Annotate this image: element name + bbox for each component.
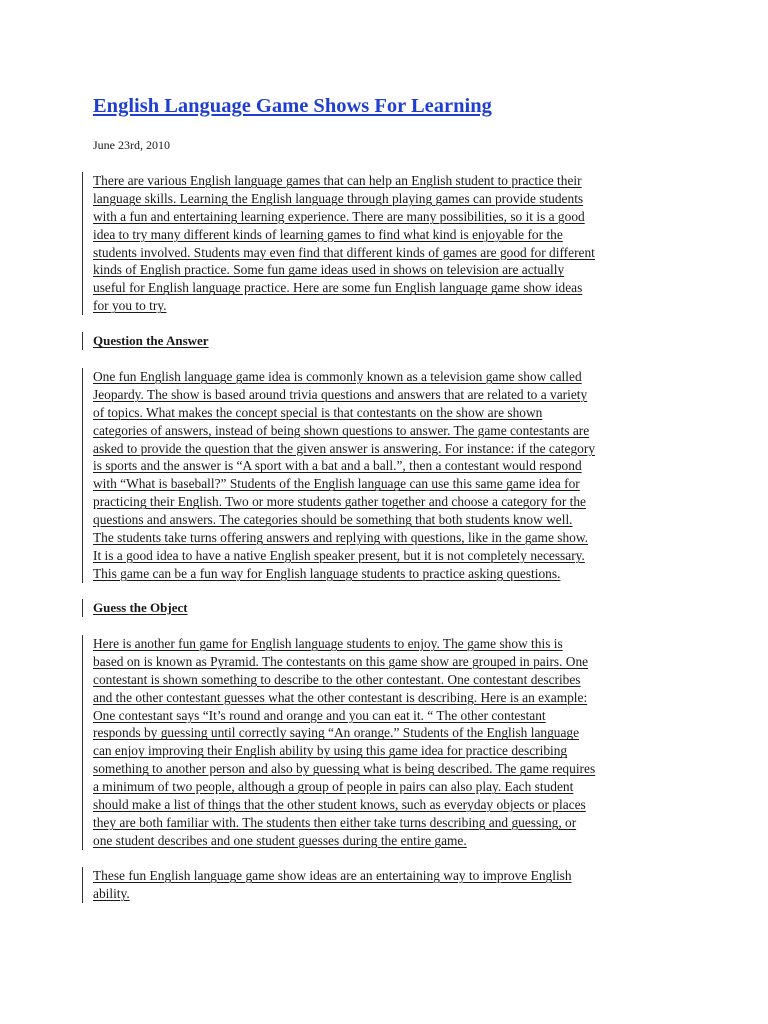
paragraph-line: responds by guessing until correctly saying “An orange.” Students of the English language [93,725,580,741]
paragraph-line: One contestant says “It’s round and orange and you can eat it. “ The other contestant [93,707,546,723]
paragraph-line: It is a good idea to have a native English speaker present, but it is not completely necessary. [93,547,585,563]
paragraph-line: with a fun and entertaining learning experience. There are many possibilities, so it is a good [93,208,585,224]
paragraph-line: contestant is shown something to describe to the other contestant. One contestant describes [93,671,581,687]
paragraph-line: questions and answers. The categories should be something that both students know well. [93,512,573,528]
closing-paragraph [82,867,693,903]
paragraph-line: Jeopardy. The show is based around trivia questions and answers that are related to a variety [93,386,588,402]
section-paragraph-question-the-answer [82,368,693,583]
section-heading-question-the-answer: Question the Answer [93,333,209,348]
intro-paragraph [82,172,693,315]
paragraph-line: asked to provide the question that the given answer is answering. For instance: if the category [93,440,596,456]
section-heading-guess-the-object: Guess the Object [93,600,188,615]
section-heading-block [82,332,693,350]
section-heading-block [82,599,693,617]
paragraph-line: idea to try many different kinds of learning games to find what kind is enjoyable for the [93,226,563,242]
paragraph-line: should make a list of things that the other student knows, such as everyday objects or places [93,797,586,813]
paragraph-line: and the other contestant guesses what the other contestant is describing. Here is an example: [93,689,588,705]
paragraph-line: Here is another fun game for English language students to enjoy. The game show this is [93,636,563,651]
paragraph-line: for you to try. [93,298,167,314]
paragraph-line: a minimum of two people, although a group of people in pairs can also play. Each student [93,779,574,795]
paragraph-line: based on is known as Pyramid. The contestants on this game show are grouped in pairs. One [93,653,589,669]
paragraph-line: These fun English language game show ideas are an entertaining way to improve English [93,868,572,883]
paragraph-line: students involved. Students may even find that different kinds of games are good for different [93,244,595,260]
paragraph-line: ability. [93,885,130,901]
section-paragraph-guess-the-object [82,635,693,850]
paragraph-line: There are various English language games that can help an English student to practice their [93,173,582,188]
paragraph-line: practicing their English. Two or more students gather together and choose a category for the [93,494,586,510]
paragraph-line: kinds of English practice. Some fun game ideas used in shows on television are actually [93,262,565,278]
paragraph-line: of topics. What makes the concept special is that contestants on the show are shown [93,404,543,420]
paragraph-line: one student describes and one student guesses during the entire game. [93,832,467,848]
paragraph-line: with “What is baseball?” Students of the English language can use this same game idea for [93,476,580,492]
paragraph-line: is sports and the answer is “A sport with a bat and a ball.”, then a contestant would respond [93,458,582,474]
paragraph-line: they are both familiar with. The students then either take turns describing and guessing, or [93,814,577,830]
paragraph-line: categories of answers, instead of being shown questions to answer. The game contestants are [93,422,590,438]
document-title[interactable]: English Language Game Shows For Learning [93,95,492,117]
paragraph-line: language skills. Learning the English language through playing games can provide students [93,190,584,206]
paragraph-line: The students take turns offering answers and replying with questions, like in the game show. [93,530,588,546]
paragraph-line: This game can be a fun way for English language students to practice asking questions. [93,565,561,581]
publish-date: June 23rd, 2010 [93,138,170,152]
paragraph-line: useful for English language practice. Here are some fun English language game show ideas [93,280,583,296]
paragraph-line: something to another person and also by guessing what is being described. The game requires [93,761,596,777]
paragraph-line: One fun English language game idea is commonly known as a television game show called [93,369,582,384]
paragraph-line: can enjoy improving their English ability by using this game idea for practice describing [93,743,568,759]
